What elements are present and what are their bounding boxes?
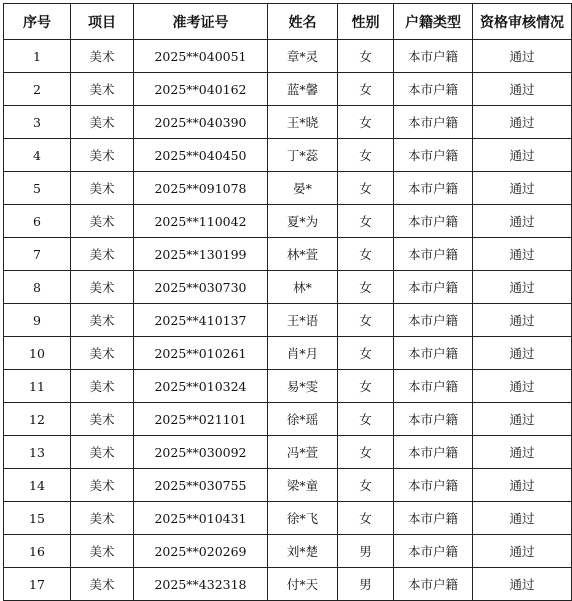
cell-name: 林* — [268, 271, 338, 304]
cell-exam-number: 2025**030755 — [134, 469, 268, 502]
cell-serial-number: 11 — [4, 370, 71, 403]
cell-review-status: 通过 — [473, 502, 572, 535]
cell-name: 章*灵 — [268, 40, 338, 73]
cell-gender: 女 — [338, 238, 394, 271]
table-row — [4, 238, 572, 271]
table-row — [4, 337, 572, 370]
cell-review-status: 通过 — [473, 205, 572, 238]
cell-gender: 女 — [338, 205, 394, 238]
cell-name: 易*雯 — [268, 370, 338, 403]
header-name: 姓名 — [268, 4, 338, 40]
cell-serial-number: 12 — [4, 403, 71, 436]
cell-name: 夏*为 — [268, 205, 338, 238]
cell-exam-number: 2025**432318 — [134, 568, 268, 601]
cell-subject: 美术 — [71, 436, 134, 469]
cell-subject: 美术 — [71, 271, 134, 304]
cell-exam-number: 2025**040390 — [134, 106, 268, 139]
cell-exam-number: 2025**130199 — [134, 238, 268, 271]
cell-exam-number: 2025**410137 — [134, 304, 268, 337]
cell-review-status: 通过 — [473, 271, 572, 304]
cell-name: 丁*蕊 — [268, 139, 338, 172]
cell-name: 晏* — [268, 172, 338, 205]
cell-name: 王*语 — [268, 304, 338, 337]
table-row — [4, 304, 572, 337]
table-row — [4, 271, 572, 304]
cell-household-type: 本市户籍 — [394, 73, 473, 106]
cell-name: 徐*瑶 — [268, 403, 338, 436]
cell-subject: 美术 — [71, 370, 134, 403]
cell-name: 蓝*馨 — [268, 73, 338, 106]
cell-household-type: 本市户籍 — [394, 271, 473, 304]
header-gender: 性别 — [338, 4, 394, 40]
cell-review-status: 通过 — [473, 403, 572, 436]
cell-exam-number: 2025**040162 — [134, 73, 268, 106]
cell-subject: 美术 — [71, 205, 134, 238]
cell-household-type: 本市户籍 — [394, 40, 473, 73]
cell-exam-number: 2025**021101 — [134, 403, 268, 436]
cell-subject: 美术 — [71, 172, 134, 205]
cell-serial-number: 3 — [4, 106, 71, 139]
cell-serial-number: 13 — [4, 436, 71, 469]
cell-gender: 男 — [338, 535, 394, 568]
table-row — [4, 139, 572, 172]
cell-household-type: 本市户籍 — [394, 304, 473, 337]
header-subject: 项目 — [71, 4, 134, 40]
header-exam-number: 准考证号 — [134, 4, 268, 40]
cell-subject: 美术 — [71, 139, 134, 172]
cell-serial-number: 1 — [4, 40, 71, 73]
table-header-row — [4, 4, 572, 40]
cell-household-type: 本市户籍 — [394, 535, 473, 568]
cell-serial-number: 6 — [4, 205, 71, 238]
cell-gender: 女 — [338, 502, 394, 535]
cell-gender: 女 — [338, 436, 394, 469]
table-row — [4, 535, 572, 568]
cell-review-status: 通过 — [473, 304, 572, 337]
cell-exam-number: 2025**030092 — [134, 436, 268, 469]
cell-gender: 女 — [338, 271, 394, 304]
cell-review-status: 通过 — [473, 172, 572, 205]
cell-gender: 女 — [338, 106, 394, 139]
table-row — [4, 370, 572, 403]
cell-household-type: 本市户籍 — [394, 436, 473, 469]
cell-gender: 女 — [338, 172, 394, 205]
header-serial-number: 序号 — [4, 4, 71, 40]
cell-exam-number: 2025**040450 — [134, 139, 268, 172]
table-row — [4, 502, 572, 535]
cell-review-status: 通过 — [473, 469, 572, 502]
cell-exam-number: 2025**110042 — [134, 205, 268, 238]
table-row — [4, 106, 572, 139]
cell-serial-number: 4 — [4, 139, 71, 172]
cell-serial-number: 15 — [4, 502, 71, 535]
cell-household-type: 本市户籍 — [394, 568, 473, 601]
cell-gender: 女 — [338, 73, 394, 106]
cell-name: 徐*飞 — [268, 502, 338, 535]
cell-exam-number: 2025**010431 — [134, 502, 268, 535]
qualification-review-table — [3, 3, 572, 601]
cell-exam-number: 2025**010324 — [134, 370, 268, 403]
cell-exam-number: 2025**020269 — [134, 535, 268, 568]
cell-serial-number: 10 — [4, 337, 71, 370]
table-row — [4, 436, 572, 469]
cell-gender: 女 — [338, 304, 394, 337]
cell-subject: 美术 — [71, 469, 134, 502]
cell-subject: 美术 — [71, 403, 134, 436]
cell-serial-number: 8 — [4, 271, 71, 304]
table-row — [4, 469, 572, 502]
cell-subject: 美术 — [71, 73, 134, 106]
cell-serial-number: 9 — [4, 304, 71, 337]
cell-gender: 男 — [338, 568, 394, 601]
cell-household-type: 本市户籍 — [394, 205, 473, 238]
cell-review-status: 通过 — [473, 568, 572, 601]
cell-subject: 美术 — [71, 238, 134, 271]
cell-review-status: 通过 — [473, 139, 572, 172]
cell-gender: 女 — [338, 139, 394, 172]
cell-household-type: 本市户籍 — [394, 238, 473, 271]
cell-gender: 女 — [338, 403, 394, 436]
cell-gender: 女 — [338, 469, 394, 502]
cell-review-status: 通过 — [473, 73, 572, 106]
table-row — [4, 40, 572, 73]
cell-review-status: 通过 — [473, 535, 572, 568]
cell-subject: 美术 — [71, 568, 134, 601]
cell-subject: 美术 — [71, 40, 134, 73]
cell-household-type: 本市户籍 — [394, 337, 473, 370]
cell-serial-number: 7 — [4, 238, 71, 271]
cell-name: 肖*月 — [268, 337, 338, 370]
header-review-status: 资格审核情况 — [473, 4, 572, 40]
cell-exam-number: 2025**040051 — [134, 40, 268, 73]
table-body — [4, 40, 572, 601]
cell-subject: 美术 — [71, 337, 134, 370]
cell-name: 刘*楚 — [268, 535, 338, 568]
cell-exam-number: 2025**030730 — [134, 271, 268, 304]
cell-household-type: 本市户籍 — [394, 172, 473, 205]
cell-review-status: 通过 — [473, 106, 572, 139]
cell-gender: 女 — [338, 40, 394, 73]
cell-household-type: 本市户籍 — [394, 502, 473, 535]
cell-name: 王*晓 — [268, 106, 338, 139]
cell-review-status: 通过 — [473, 436, 572, 469]
header-household-type: 户籍类型 — [394, 4, 473, 40]
cell-household-type: 本市户籍 — [394, 139, 473, 172]
cell-subject: 美术 — [71, 535, 134, 568]
cell-household-type: 本市户籍 — [394, 106, 473, 139]
cell-exam-number: 2025**091078 — [134, 172, 268, 205]
cell-review-status: 通过 — [473, 370, 572, 403]
cell-exam-number: 2025**010261 — [134, 337, 268, 370]
cell-household-type: 本市户籍 — [394, 403, 473, 436]
cell-review-status: 通过 — [473, 238, 572, 271]
cell-gender: 女 — [338, 370, 394, 403]
cell-subject: 美术 — [71, 304, 134, 337]
cell-gender: 女 — [338, 337, 394, 370]
cell-subject: 美术 — [71, 502, 134, 535]
cell-household-type: 本市户籍 — [394, 370, 473, 403]
cell-name: 林*萱 — [268, 238, 338, 271]
cell-serial-number: 5 — [4, 172, 71, 205]
cell-serial-number: 14 — [4, 469, 71, 502]
table-row — [4, 205, 572, 238]
cell-household-type: 本市户籍 — [394, 469, 473, 502]
cell-review-status: 通过 — [473, 40, 572, 73]
cell-review-status: 通过 — [473, 337, 572, 370]
table-row — [4, 403, 572, 436]
cell-name: 付*天 — [268, 568, 338, 601]
cell-name: 梁*童 — [268, 469, 338, 502]
cell-name: 冯*萱 — [268, 436, 338, 469]
cell-serial-number: 16 — [4, 535, 71, 568]
table-row — [4, 73, 572, 106]
cell-subject: 美术 — [71, 106, 134, 139]
table-row — [4, 172, 572, 205]
cell-serial-number: 2 — [4, 73, 71, 106]
table-row — [4, 568, 572, 601]
cell-serial-number: 17 — [4, 568, 71, 601]
